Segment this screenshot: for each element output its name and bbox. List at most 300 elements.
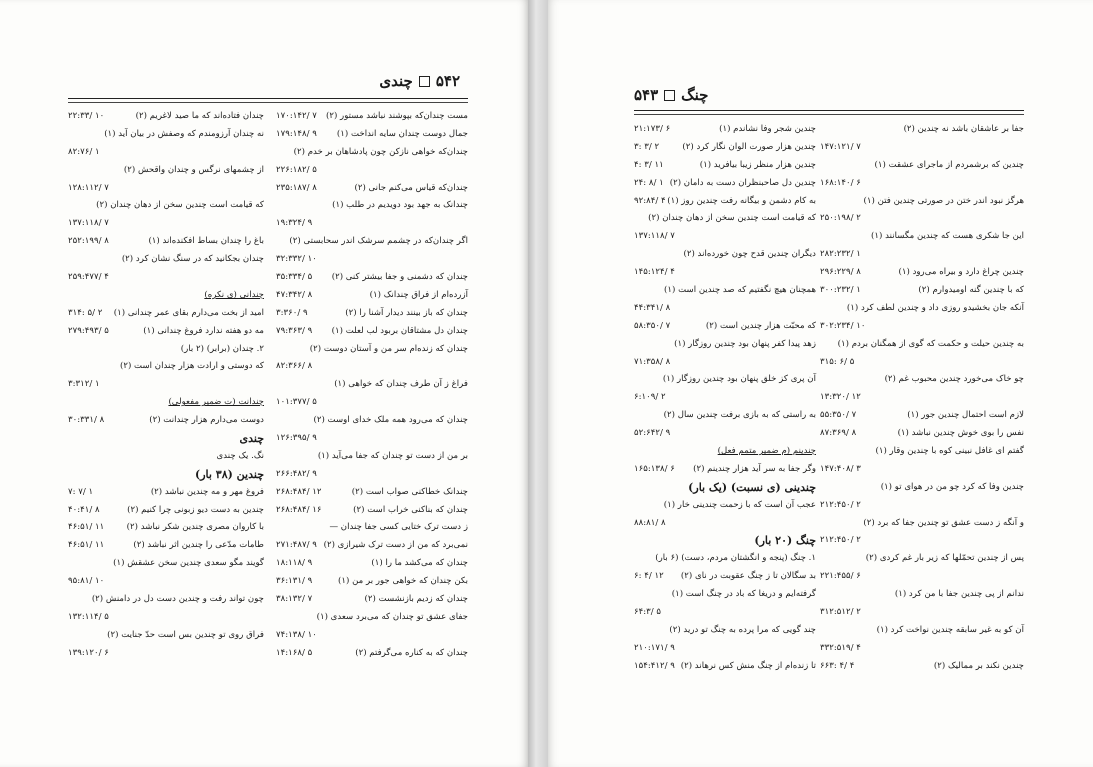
- line-text: آن کو به غیر سابقه چندین نواخت کرد (۱): [876, 624, 1024, 635]
- line-text: چندین (۳۸ بار): [195, 467, 264, 481]
- line-text: چندانک به جهد بود دویدیم در طلب (۱): [332, 200, 468, 211]
- line-reference: ۸ /۸۲:۳۶۶: [276, 361, 313, 372]
- line-reference: ۱ /۳:۳۱۲: [68, 379, 100, 390]
- line-text: نه چندان آرزومندم که وصفش در بیان آید (۱): [104, 128, 264, 139]
- line-text: چندین به دست دیو زبونی چرا کنیم (۲): [127, 504, 264, 515]
- concordance-line: [634, 550, 816, 568]
- line-text: که با چندین گنه اومیدوارم (۲): [918, 285, 1024, 296]
- concordance-line: [276, 215, 468, 233]
- line-text: چندان دل مشتاقان بربود لب لعلت (۱): [331, 325, 468, 336]
- line-text: به کام دشمن و بیگانه رفت چندین روز (۱): [667, 195, 816, 206]
- concordance-line: [276, 358, 468, 376]
- concordance-line: [820, 550, 1024, 568]
- concordance-line: [820, 282, 1024, 300]
- line-reference: ۹ /۲۱۰:۱۷۱: [634, 642, 675, 653]
- line-reference: ۵ /۱۳۲:۱۱۴: [68, 611, 109, 622]
- concordance-line: [634, 210, 816, 228]
- line-reference: ۸ /۸۷:۳۶۹: [820, 428, 857, 439]
- line-reference: ۷ /۵۸:۳۵۰: [634, 320, 671, 331]
- line-reference: ۴ /۴ :۶۶۳: [820, 660, 855, 671]
- line-reference: ۶ /۲۲۱:۴۵۵: [820, 571, 861, 582]
- line-reference: ۸ /۲۹۶:۲۲۹: [820, 267, 861, 278]
- page-number: ۵۴۳: [634, 86, 659, 104]
- line-reference: ۹ /۱۵۴:۴۱۲: [634, 660, 675, 671]
- concordance-line: [276, 484, 468, 502]
- entry-subheading: [68, 287, 264, 305]
- line-reference: ۸ /۸۸:۸۱: [634, 517, 666, 528]
- line-reference: ۹ /۱۷۹:۱۴۸: [276, 128, 317, 139]
- concordance-line: [276, 269, 468, 287]
- line-text: همچنان هیچ نگفتیم که صد چندین است (۱): [664, 285, 816, 296]
- line-text: دیگران چندین قدح چون خورده‌اند (۲): [683, 249, 816, 260]
- entry-subheading: [68, 394, 264, 412]
- concordance-line: [634, 622, 816, 640]
- line-text: هرگز نبود اندر ختن در صورتی چندین فتن (۱): [863, 195, 1024, 206]
- line-text: که قیامت است چندین سخن از دهان چندان (۲): [96, 200, 264, 211]
- line-text: ز دست ترک ختایی کسی جفا چندان —: [329, 522, 468, 533]
- line-text: چندین که برشمردم از ماجرای عشقت (۱): [874, 159, 1024, 170]
- line-reference: ۵ /۱۰۱:۳۷۷: [276, 397, 317, 408]
- line-text: چندین نکند بر ممالیک (۲): [933, 660, 1024, 671]
- right-page-header: [634, 86, 708, 104]
- line-text: وگر جفا به سر آید هزار چندینم (۲): [693, 463, 816, 474]
- line-reference: ۱ /۸ :۲۴: [634, 177, 664, 188]
- line-reference: ۱۲ /۱۳:۳۲۰: [820, 392, 861, 403]
- concordance-line: [634, 193, 816, 211]
- concordance-line: [68, 269, 264, 287]
- concordance-line: [68, 448, 264, 466]
- line-text: جفای عشق تو چندان که می‌برد سعدی (۱): [316, 611, 468, 622]
- line-text: چندان‌که خواهی نازکن چون پادشاهان بر خدم (۲): [293, 146, 468, 157]
- concordance-line: [68, 233, 264, 251]
- concordance-line: [634, 228, 816, 246]
- line-text: چندینم (م ضمیر متمم فعل): [717, 446, 816, 457]
- concordance-line: [276, 412, 468, 430]
- concordance-line: [68, 126, 264, 144]
- concordance-line: [820, 139, 1024, 157]
- line-reference: ۵ /۶۴:۳: [634, 607, 662, 618]
- concordance-line: [68, 108, 264, 126]
- line-text: بکن چندان که خواهی جور بر من (۱): [338, 576, 468, 587]
- concordance-line: [634, 604, 816, 622]
- concordance-line: [634, 300, 816, 318]
- concordance-line: [634, 157, 816, 175]
- concordance-line: [68, 519, 264, 537]
- concordance-line: [68, 251, 264, 269]
- entry-heading: [634, 479, 816, 497]
- concordance-line: [68, 537, 264, 555]
- concordance-line: [634, 336, 816, 354]
- line-text: چندان که می‌کشد ما را (۱): [371, 558, 468, 569]
- right-page-left-column: [634, 121, 816, 676]
- line-text: طامات مدّعی را چندین اثر نباشد (۲): [133, 540, 264, 551]
- concordance-line: [820, 175, 1024, 193]
- line-text: جمال دوست چندان سایه انداخت (۱): [336, 128, 468, 139]
- header-rule-thin: [634, 114, 1024, 115]
- concordance-line: [820, 443, 1024, 461]
- line-text: چندان که می‌رود همه ملک خدای اوست (۲): [313, 415, 468, 426]
- concordance-line: [68, 645, 264, 663]
- line-reference: ۲ /۲۵۰:۱۹۸: [820, 213, 861, 224]
- concordance-line: [276, 233, 468, 251]
- concordance-line: [634, 497, 816, 515]
- header-word: چنگ: [681, 86, 709, 104]
- line-reference: ۹ /۷۹:۳۶۳: [276, 325, 313, 336]
- concordance-line: [68, 162, 264, 180]
- left-page-right-column: [276, 108, 468, 663]
- entry-subheading: [634, 443, 816, 461]
- line-reference: ۶ /۲۱:۱۷۳: [634, 124, 671, 134]
- concordance-line: [276, 430, 468, 448]
- line-text: چندان که بناکنی خراب است (۲): [353, 504, 468, 515]
- concordance-line: [276, 555, 468, 573]
- line-reference: ۹ /۳۶:۱۳۱: [276, 576, 313, 587]
- line-reference: ۵ /۱۴:۱۶۸: [276, 647, 313, 658]
- line-reference: ۱۲ /۲۶۸:۴۸۴: [276, 486, 322, 497]
- line-reference: ۸ /۴۷:۳۴۲: [276, 289, 313, 300]
- concordance-line: [820, 121, 1024, 139]
- concordance-line: [634, 425, 816, 443]
- concordance-line: [68, 609, 264, 627]
- book-gutter: [528, 0, 548, 767]
- entry-heading: [68, 466, 264, 484]
- concordance-line: [820, 497, 1024, 515]
- line-text: چندان‌که قیاس می‌کنم جانی (۲): [354, 182, 468, 193]
- line-text: گویند مگو سعدی چندین سخن عشقش (۱): [113, 558, 264, 569]
- line-reference: ۴ /۳۳۲:۵۱۹: [820, 642, 861, 653]
- line-reference: ۹ /۲۶۶:۴۸۲: [276, 468, 317, 479]
- line-text: ۱. چنگ (پنجه و انگشتان مردم، دست) (۶ بار): [655, 553, 816, 564]
- line-text: لازم است احتمال چندین جور (۱): [907, 410, 1024, 421]
- header-rule: [68, 98, 468, 99]
- concordance-line: [276, 305, 468, 323]
- concordance-line: [276, 519, 468, 537]
- line-text: فراغ ز آن طرف چندان که خواهی (۱): [334, 379, 468, 390]
- concordance-line: [820, 354, 1024, 372]
- line-text: این جا شکری هست که چندین مگسانند (۱): [871, 231, 1024, 242]
- concordance-line: [634, 175, 816, 193]
- line-text: چندان بجکانید که در سنگ نشان کرد (۲): [121, 254, 264, 265]
- concordance-line: [276, 323, 468, 341]
- line-text: چندان که دشمنی و جفا بیشتر کنی (۲): [331, 272, 468, 283]
- concordance-line: [820, 336, 1024, 354]
- line-reference: ۱۰ /۷۴:۱۳۸: [276, 629, 317, 640]
- line-text: چون تواند رفت و چندین دست دل در دامنش (۲): [91, 594, 264, 605]
- concordance-line: [68, 627, 264, 645]
- concordance-line: [68, 555, 264, 573]
- line-reference: ۱۶ /۲۶۸:۴۸۴: [276, 504, 322, 515]
- line-reference: ۵ /۳۵:۳۳۴: [276, 272, 313, 283]
- concordance-line: [276, 645, 468, 663]
- concordance-line: [276, 197, 468, 215]
- line-text: امید از بخت می‌دارم بقای عمر چندانی (۱): [113, 307, 264, 318]
- right-page: [548, 0, 1093, 767]
- line-reference: ۹ /۲۷۱:۴۸۷: [276, 540, 317, 551]
- line-reference: ۱ /۲۸۲:۲۳۲: [820, 249, 861, 260]
- concordance-line: [820, 461, 1024, 479]
- line-text: چند گویی که مرا پرده به چنگ تو درید (۲): [669, 624, 816, 635]
- line-reference: ۱۲ /۴ :۶: [634, 571, 664, 582]
- header-word: چندی: [379, 72, 413, 90]
- concordance-line: [276, 108, 468, 126]
- concordance-line: [820, 371, 1024, 389]
- line-text: که محبّت هزار چندین است (۲): [705, 320, 816, 331]
- line-text: بد سگالان تا ز چنگ عقوبت در نای (۲): [680, 571, 816, 582]
- line-reference: ۷ /۱۴۷:۱۲۱: [820, 141, 861, 152]
- line-reference: ۱ /۳۰۰:۲۳۲: [820, 285, 861, 296]
- square-icon: [419, 76, 430, 87]
- line-text: تا زنده‌ام از چنگ منش کس نرهاند (۲): [680, 660, 816, 671]
- line-text: زهد پیدا کفر پنهان بود چندین روزگار (۱): [674, 338, 816, 349]
- page-number: ۵۴۲: [435, 72, 460, 90]
- line-text: نفس را بوی خوش چندین نباشد (۱): [897, 428, 1024, 439]
- left-page: [0, 0, 528, 767]
- line-text: چندانک خطاکنی صواب است (۲): [351, 486, 468, 497]
- line-text: چندانی (ی نکره): [204, 289, 264, 300]
- line-reference: ۸ /۴۰:۴۱: [68, 504, 100, 515]
- line-text: دوست می‌دارم هزار چندانت (۲): [149, 415, 264, 426]
- line-text: مست چندان‌که بپوشند نباشد مستور (۲): [325, 111, 468, 121]
- line-reference: ۱ /۷ :۷: [68, 486, 94, 497]
- concordance-line: [634, 461, 816, 479]
- concordance-line: [276, 180, 468, 198]
- square-icon: [664, 90, 675, 101]
- line-text: اگر چندان‌که در چشمم سرشک اندر سحابستی (۲): [289, 236, 468, 247]
- concordance-line: [276, 287, 468, 305]
- concordance-line: [634, 264, 816, 282]
- line-reference: ۹ /۱۸:۱۱۸: [276, 558, 313, 569]
- line-text: آنکه جان بخشیدو روزی داد و چندین لطف کرد (۱): [846, 302, 1024, 313]
- concordance-line: [820, 318, 1024, 336]
- concordance-line: [634, 121, 816, 139]
- line-reference: ۱۰ /۳۲:۳۳۲: [276, 254, 317, 265]
- concordance-line: [820, 246, 1024, 264]
- line-text: آزرده‌ام از فراق چندانک (۱): [369, 289, 468, 300]
- concordance-line: [634, 139, 816, 157]
- entry-heading: [634, 532, 816, 550]
- line-text: بر من از دست تو چندان که جفا می‌آید (۱): [317, 450, 468, 461]
- concordance-line: [820, 658, 1024, 676]
- line-reference: ۱۱ /۳ :۴: [634, 159, 664, 170]
- concordance-line: [820, 407, 1024, 425]
- line-reference: ۴ /۲۵۹:۴۷۷: [68, 272, 109, 283]
- concordance-line: [820, 157, 1024, 175]
- line-text: چندین هزار منظر زیبا بیافرید (۱): [699, 159, 816, 170]
- concordance-line: [68, 215, 264, 233]
- line-text: چندین چراغ دارد و بیراه می‌رود (۱): [898, 267, 1024, 278]
- line-text: چندین شجر وفا نشاندم (۱): [719, 124, 816, 134]
- line-text: پس از چندین تحمّلها که زیر بار غم کردی (۲): [865, 553, 1024, 564]
- line-reference: ۱ /۸۲:۷۶: [68, 146, 100, 157]
- line-reference: ۷ /۱۳۷:۱۱۸: [634, 231, 675, 242]
- line-reference: ۱۱ /۴۶:۵۱: [68, 540, 105, 551]
- header-rule-thin: [68, 102, 468, 103]
- line-text: چنگ (۲۰ بار): [754, 534, 816, 548]
- line-reference: ۷ /۵۵:۳۵۰: [820, 410, 857, 421]
- line-reference: ۵ /۶ :۳۱۵: [820, 356, 855, 367]
- concordance-line: [276, 591, 468, 609]
- concordance-line: [68, 323, 264, 341]
- line-text: با کاروان مصری چندین شکر نباشد (۲): [126, 522, 264, 533]
- line-reference: ۴ /۱۴۵:۱۲۴: [634, 267, 675, 278]
- line-text: چندان که زدیم بازنشست (۲): [364, 594, 468, 605]
- concordance-line: [820, 425, 1024, 443]
- concordance-line: [634, 568, 816, 586]
- concordance-line: [634, 389, 816, 407]
- concordance-line: [634, 515, 816, 533]
- line-reference: ۲ /۶:۱۰۹: [634, 392, 666, 403]
- concordance-line: [820, 389, 1024, 407]
- concordance-line: [276, 448, 468, 466]
- concordance-line: [68, 591, 264, 609]
- line-text: چندان فتاده‌اند که ما صید لاغریم (۲): [135, 111, 264, 121]
- line-reference: ۷ /۱۲۸:۱۱۲: [68, 182, 109, 193]
- line-reference: ۱۰ /۲۲:۳۳: [68, 111, 105, 121]
- line-text: چندان که زنده‌ام سر من و آستان دوست (۲): [309, 343, 468, 354]
- concordance-line: [634, 354, 816, 372]
- left-page-header: [379, 72, 460, 90]
- concordance-line: [276, 394, 468, 412]
- line-text: چندین وفا که کرد چو من در هوای تو (۱): [880, 481, 1024, 492]
- line-reference: ۷ /۱۷۰:۱۴۲: [276, 111, 317, 121]
- line-reference: ۷ /۳۸:۱۳۲: [276, 594, 313, 605]
- concordance-line: [820, 479, 1024, 497]
- line-text: فروغ مهر و مه چندین نباشد (۲): [150, 486, 264, 497]
- concordance-line: [68, 484, 264, 502]
- concordance-line: [820, 210, 1024, 228]
- concordance-line: [820, 640, 1024, 658]
- line-text: عجب آن است که با زحمت چندینی خار (۱): [663, 499, 816, 510]
- concordance-line: [276, 144, 468, 162]
- line-text: ندانم از پی چندین جفا با من کرد (۱): [894, 589, 1024, 600]
- concordance-line: [820, 586, 1024, 604]
- concordance-line: [276, 162, 468, 180]
- line-text: به راستی که به بازی برفت چندین سال (۲): [663, 410, 816, 421]
- line-reference: ۹ /۱۹:۳۲۴: [276, 218, 313, 229]
- concordance-line: [68, 376, 264, 394]
- line-reference: ۸ /۲۵۲:۱۹۹: [68, 236, 109, 247]
- line-text: چندی: [239, 432, 264, 446]
- line-reference: ۸ /۷۱:۳۵۸: [634, 356, 671, 367]
- concordance-line: [276, 627, 468, 645]
- line-reference: ۱۰ /۹۵:۸۱: [68, 576, 105, 587]
- line-reference: ۵ /۲۲۶:۱۸۲: [276, 164, 317, 175]
- line-reference: ۳ /۱۴۷:۴۰۸: [820, 463, 861, 474]
- concordance-line: [68, 197, 264, 215]
- line-text: چندان که باز بینند دیدار آشنا را (۲): [345, 307, 468, 318]
- concordance-line: [820, 228, 1024, 246]
- concordance-line: [276, 376, 468, 394]
- concordance-line: [276, 573, 468, 591]
- concordance-line: [634, 371, 816, 389]
- concordance-line: [634, 586, 816, 604]
- right-page-right-column: [820, 121, 1024, 676]
- line-reference: ۱۰ /۳۰۲:۲۳۴: [820, 320, 866, 331]
- line-text: آن پری کز خلق پنهان بود چندین روزگار (۱): [662, 374, 816, 385]
- line-reference: ۹ /۱۲۶:۳۹۵: [276, 433, 317, 444]
- line-text: چندینی (ی نسبت) (یک بار): [688, 480, 816, 494]
- header-rule: [634, 110, 1024, 111]
- entry-heading: [68, 430, 264, 448]
- concordance-line: [276, 502, 468, 520]
- concordance-line: [634, 282, 816, 300]
- line-text: گرفته‌ایم و دریغا که باد در چنگ است (۱): [671, 589, 816, 600]
- concordance-line: [68, 573, 264, 591]
- concordance-line: [68, 358, 264, 376]
- concordance-line: [276, 537, 468, 555]
- line-reference: ۹ /۳:۳۶۰: [276, 307, 308, 318]
- concordance-line: [820, 300, 1024, 318]
- concordance-line: [68, 144, 264, 162]
- line-text: نمی‌برد که من از دست ترک شیرازی (۲): [323, 540, 468, 551]
- concordance-line: [820, 622, 1024, 640]
- concordance-line: [634, 246, 816, 264]
- concordance-line: [820, 604, 1024, 622]
- line-reference: ۵ /۲۷۹:۴۹۳: [68, 325, 109, 336]
- line-reference: ۲ /۳ :۳: [634, 141, 660, 152]
- line-text: نگ. یک چندی: [216, 450, 264, 461]
- concordance-line: [68, 180, 264, 198]
- line-reference: ۲ /۲۱۲:۴۵۰: [820, 499, 861, 510]
- line-text: گفتم ای غافل نبینی کوه با چندین وقار (۱): [875, 446, 1024, 457]
- line-text: باغ را چندان بساط افکنده‌اند (۱): [148, 236, 264, 247]
- line-text: ۲. چندان (برابر) (۲ بار): [180, 343, 264, 354]
- line-text: به چندین حیلت و حکمت که گوی از همگنان بردم (۱): [837, 338, 1024, 349]
- line-reference: ۴ /۹۲:۸۴: [634, 195, 666, 206]
- line-text: و آنگه ز دست عشق تو چندین جفا که برد (۲): [863, 517, 1024, 528]
- line-text: چندان که به کناره می‌گرفتم (۲): [355, 647, 468, 658]
- line-reference: ۱۱ /۴۶:۵۱: [68, 522, 105, 533]
- concordance-line: [68, 341, 264, 359]
- line-text: چو خاک می‌خورد چندین محبوب غم (۲): [884, 374, 1024, 385]
- line-reference: ۸ /۳۰:۳۳۱: [68, 415, 105, 426]
- concordance-line: [634, 640, 816, 658]
- line-text: که دوستی و ارادت هزار چندان است (۲): [119, 361, 264, 372]
- line-text: مه دو هفته ندارد فروغ چندانی (۱): [143, 325, 264, 336]
- line-reference: ۶ /۱۳۹:۱۲۰: [68, 647, 109, 658]
- concordance-line: [68, 502, 264, 520]
- line-text: چندین هزار صورت الوان نگار کرد (۲): [682, 141, 816, 152]
- line-text: جفا بر عاشقان باشد نه چندین (۲): [903, 124, 1024, 134]
- concordance-line: [276, 126, 468, 144]
- concordance-line: [820, 264, 1024, 282]
- concordance-line: [276, 609, 468, 627]
- concordance-line: [276, 466, 468, 484]
- line-text: از چشمهای نرگس و چندان واقحش (۲): [123, 164, 264, 175]
- concordance-line: [276, 341, 468, 359]
- line-reference: ۲ /۲۱۲:۴۵۰: [820, 535, 861, 546]
- concordance-line: [820, 568, 1024, 586]
- line-reference: ۷ /۱۳۷:۱۱۸: [68, 218, 109, 229]
- line-reference: ۸ /۴۴:۳۴۱: [634, 302, 671, 313]
- line-reference: ۸ /۲۳۵:۱۸۷: [276, 182, 317, 193]
- concordance-line: [68, 305, 264, 323]
- concordance-line: [634, 318, 816, 336]
- line-text: چندانت (ت ضمیر مفعولی): [168, 397, 264, 408]
- line-text: که قیامت است چندین سخن از دهان چندان (۲): [648, 213, 816, 224]
- line-reference: ۹ /۵۲:۶۴۲: [634, 428, 671, 439]
- concordance-line: [634, 407, 816, 425]
- line-text: چندین دل صاحبنظران دست به دامان (۲): [669, 177, 816, 188]
- line-text: فراق روی تو چندین بس است حدّ جنایت (۲): [107, 629, 264, 640]
- line-reference: ۶ /۱۶۵:۱۳۸: [634, 463, 675, 474]
- concordance-line: [820, 532, 1024, 550]
- concordance-line: [276, 251, 468, 269]
- concordance-line: [634, 658, 816, 676]
- line-reference: ۶ /۱۶۸:۱۴۰: [820, 177, 861, 188]
- concordance-line: [820, 515, 1024, 533]
- concordance-line: [68, 412, 264, 430]
